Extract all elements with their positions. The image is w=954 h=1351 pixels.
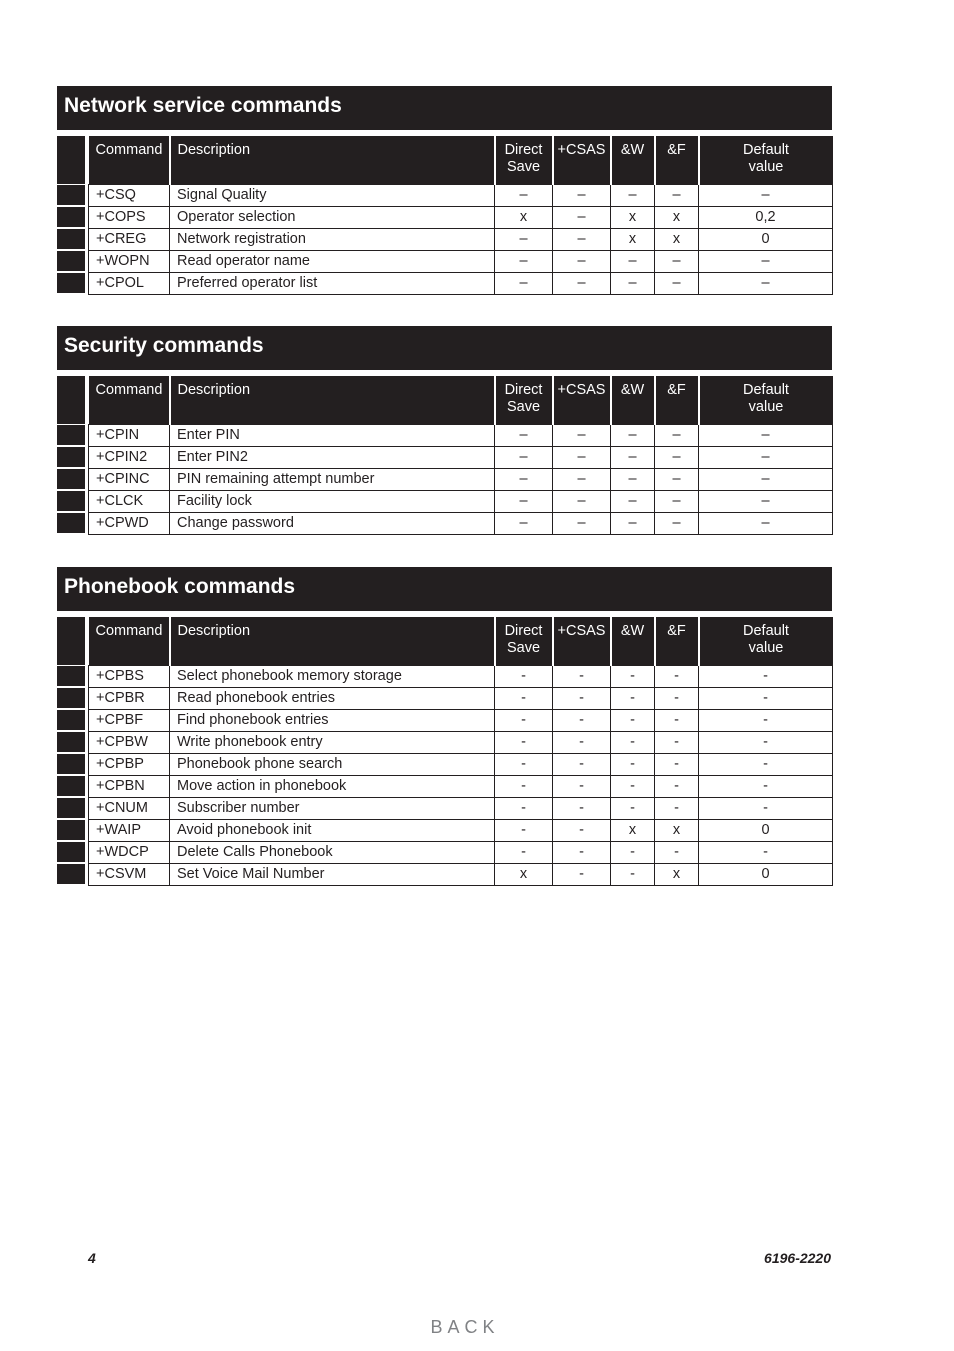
default-value-cell: - <box>699 797 833 819</box>
aw-cell: - <box>611 731 655 753</box>
direct-save-cell: – <box>495 250 553 272</box>
csas-cell: – <box>553 468 611 490</box>
command-section <box>57 326 832 535</box>
command-table <box>88 136 833 295</box>
aw-cell: - <box>611 709 655 731</box>
csas-cell: - <box>553 709 611 731</box>
aw-cell: x <box>611 819 655 841</box>
table-row <box>89 841 833 863</box>
description-cell: Preferred operator list <box>170 272 495 294</box>
aw-cell: - <box>611 753 655 775</box>
default-value-cell: - <box>699 753 833 775</box>
default-value-cell: 0 <box>699 863 833 885</box>
direct-save-cell: - <box>495 687 553 709</box>
command-cell: +COPS <box>89 206 170 228</box>
default-value-cell: - <box>699 731 833 753</box>
header-label: Command <box>95 623 163 639</box>
header-label: &F <box>667 623 686 639</box>
description-cell: Signal Quality <box>170 184 495 206</box>
header-label: Default <box>743 382 789 398</box>
col-header-af <box>655 136 699 184</box>
command-cell: +CREG <box>89 228 170 250</box>
direct-save-cell: - <box>495 819 553 841</box>
col-header-default-value <box>699 617 833 665</box>
col-header-command <box>89 376 170 424</box>
row-marker <box>57 491 85 511</box>
aw-cell: – <box>611 272 655 294</box>
af-cell: x <box>655 819 699 841</box>
direct-save-cell: – <box>495 272 553 294</box>
aw-cell: – <box>611 512 655 534</box>
aw-cell: - <box>611 863 655 885</box>
row-marker <box>57 754 85 774</box>
section-title: Phonebook commands <box>57 567 832 611</box>
csas-cell: - <box>553 863 611 885</box>
description-cell: Avoid phonebook init <box>170 819 495 841</box>
col-header-aw <box>611 136 655 184</box>
aw-cell: - <box>611 841 655 863</box>
description-cell: Select phonebook memory storage <box>170 665 495 687</box>
csas-cell: - <box>553 775 611 797</box>
description-cell: Delete Calls Phonebook <box>170 841 495 863</box>
row-marker <box>57 273 85 293</box>
col-header-af <box>655 617 699 665</box>
document-number: 6196-2220 <box>764 1250 831 1266</box>
header-label: Description <box>177 382 251 398</box>
default-value-cell: – <box>699 490 833 512</box>
description-cell: Read operator name <box>170 250 495 272</box>
direct-save-cell: - <box>495 753 553 775</box>
aw-cell: – <box>611 424 655 446</box>
default-value-cell: – <box>699 184 833 206</box>
table-row <box>89 731 833 753</box>
command-cell: +CPINC <box>89 468 170 490</box>
direct-save-cell: – <box>495 490 553 512</box>
col-header-command <box>89 617 170 665</box>
default-value-cell: - <box>699 841 833 863</box>
default-value-cell: – <box>699 424 833 446</box>
af-cell: – <box>655 424 699 446</box>
aw-cell: – <box>611 250 655 272</box>
direct-save-cell: – <box>495 424 553 446</box>
table-row <box>89 424 833 446</box>
col-header-direct-save <box>495 617 553 665</box>
af-cell: x <box>655 863 699 885</box>
csas-cell: - <box>553 797 611 819</box>
csas-cell: – <box>553 512 611 534</box>
col-header-aw <box>611 376 655 424</box>
row-marker <box>57 251 85 271</box>
table-row <box>89 250 833 272</box>
col-header-direct-save <box>495 376 553 424</box>
csas-cell: - <box>553 687 611 709</box>
row-marker <box>57 447 85 467</box>
table-row <box>89 665 833 687</box>
table-header-row <box>89 376 833 424</box>
af-cell: – <box>655 490 699 512</box>
description-cell: Write phonebook entry <box>170 731 495 753</box>
header-label: &W <box>620 382 645 398</box>
direct-save-cell: – <box>495 184 553 206</box>
header-label: Default <box>743 142 789 158</box>
csas-cell: - <box>553 731 611 753</box>
aw-cell: – <box>611 184 655 206</box>
default-value-cell: - <box>699 687 833 709</box>
row-marker-column <box>57 376 85 535</box>
row-marker <box>57 513 85 533</box>
col-header-aw <box>611 617 655 665</box>
af-cell: – <box>655 272 699 294</box>
header-label: &F <box>667 142 686 158</box>
page-number: 4 <box>88 1250 96 1266</box>
back-link[interactable]: BACK <box>430 1317 500 1337</box>
row-marker <box>57 425 85 445</box>
col-header-default-value <box>699 136 833 184</box>
header-label: +CSAS <box>557 382 606 398</box>
direct-save-cell: – <box>495 446 553 468</box>
command-cell: +CPBS <box>89 665 170 687</box>
row-marker <box>57 229 85 249</box>
aw-cell: x <box>611 228 655 250</box>
table-row <box>89 272 833 294</box>
header-marker <box>57 136 85 184</box>
aw-cell: - <box>611 797 655 819</box>
row-marker <box>57 710 85 730</box>
header-label: &F <box>667 382 686 398</box>
csas-cell: - <box>553 753 611 775</box>
table-row <box>89 819 833 841</box>
section-title: Network service commands <box>57 86 832 130</box>
table-row <box>89 512 833 534</box>
row-marker <box>57 207 85 227</box>
command-cell: +CPWD <box>89 512 170 534</box>
af-cell: - <box>655 775 699 797</box>
row-marker-column <box>57 617 85 886</box>
csas-cell: - <box>553 665 611 687</box>
af-cell: - <box>655 665 699 687</box>
command-cell: +CSQ <box>89 184 170 206</box>
direct-save-cell: - <box>495 797 553 819</box>
af-cell: x <box>655 206 699 228</box>
col-header-default-value <box>699 376 833 424</box>
row-marker <box>57 732 85 752</box>
header-label: +CSAS <box>557 142 606 158</box>
default-value-cell: – <box>699 250 833 272</box>
header-label: Command <box>95 142 163 158</box>
row-marker <box>57 864 85 884</box>
description-cell: Facility lock <box>170 490 495 512</box>
description-cell: Enter PIN <box>170 424 495 446</box>
af-cell: – <box>655 446 699 468</box>
col-header-csas <box>553 617 611 665</box>
default-value-cell: – <box>699 272 833 294</box>
row-marker <box>57 666 85 686</box>
aw-cell: - <box>611 665 655 687</box>
header-label: Description <box>177 623 251 639</box>
header-label: +CSAS <box>557 623 606 639</box>
table-row <box>89 797 833 819</box>
aw-cell: x <box>611 206 655 228</box>
csas-cell: – <box>553 446 611 468</box>
command-cell: +CPBR <box>89 687 170 709</box>
direct-save-cell: - <box>495 841 553 863</box>
row-marker <box>57 798 85 818</box>
header-label: Command <box>95 382 163 398</box>
af-cell: – <box>655 468 699 490</box>
aw-cell: – <box>611 468 655 490</box>
table-header-row <box>89 617 833 665</box>
command-cell: +CPBW <box>89 731 170 753</box>
af-cell: - <box>655 797 699 819</box>
row-marker <box>57 688 85 708</box>
aw-cell: – <box>611 490 655 512</box>
header-label: Direct <box>504 142 543 158</box>
default-value-cell: – <box>699 446 833 468</box>
command-cell: +CPIN2 <box>89 446 170 468</box>
direct-save-cell: – <box>495 512 553 534</box>
af-cell: x <box>655 228 699 250</box>
default-value-cell: - <box>699 709 833 731</box>
command-table <box>88 617 833 886</box>
table-row <box>89 184 833 206</box>
csas-cell: – <box>553 272 611 294</box>
direct-save-cell: - <box>495 775 553 797</box>
description-cell: Move action in phonebook <box>170 775 495 797</box>
header-label: value <box>748 399 784 415</box>
csas-cell: – <box>553 250 611 272</box>
direct-save-cell: x <box>495 206 553 228</box>
header-marker <box>57 617 85 665</box>
af-cell: - <box>655 841 699 863</box>
csas-cell: – <box>553 490 611 512</box>
col-header-csas <box>553 376 611 424</box>
af-cell: – <box>655 512 699 534</box>
description-cell: Subscriber number <box>170 797 495 819</box>
col-header-description <box>170 136 495 184</box>
description-cell: Phonebook phone search <box>170 753 495 775</box>
default-value-cell: - <box>699 665 833 687</box>
table-row <box>89 687 833 709</box>
table-row <box>89 446 833 468</box>
command-cell: +WAIP <box>89 819 170 841</box>
header-label: value <box>748 640 784 656</box>
aw-cell: – <box>611 446 655 468</box>
default-value-cell: 0,2 <box>699 206 833 228</box>
header-label: Default <box>743 623 789 639</box>
col-header-af <box>655 376 699 424</box>
command-cell: +CPOL <box>89 272 170 294</box>
header-marker <box>57 376 85 424</box>
direct-save-cell: – <box>495 228 553 250</box>
default-value-cell: - <box>699 775 833 797</box>
af-cell: – <box>655 250 699 272</box>
description-cell: Operator selection <box>170 206 495 228</box>
command-cell: +CPBN <box>89 775 170 797</box>
header-label: Direct <box>504 382 543 398</box>
header-label: Save <box>506 640 541 656</box>
command-table <box>88 376 833 535</box>
table-row <box>89 863 833 885</box>
direct-save-cell: - <box>495 665 553 687</box>
header-label: &W <box>620 142 645 158</box>
col-header-command <box>89 136 170 184</box>
command-cell: +CPBP <box>89 753 170 775</box>
col-header-description <box>170 617 495 665</box>
csas-cell: - <box>553 819 611 841</box>
table-row <box>89 775 833 797</box>
csas-cell: – <box>553 424 611 446</box>
row-marker <box>57 842 85 862</box>
command-cell: +CPIN <box>89 424 170 446</box>
table-row <box>89 206 833 228</box>
csas-cell: – <box>553 228 611 250</box>
command-section <box>57 567 832 886</box>
row-marker <box>57 469 85 489</box>
command-cell: +WOPN <box>89 250 170 272</box>
description-cell: Network registration <box>170 228 495 250</box>
row-marker <box>57 776 85 796</box>
row-marker-column <box>57 136 85 295</box>
description-cell: Set Voice Mail Number <box>170 863 495 885</box>
csas-cell: – <box>553 184 611 206</box>
command-cell: +WDCP <box>89 841 170 863</box>
direct-save-cell: - <box>495 731 553 753</box>
command-cell: +CLCK <box>89 490 170 512</box>
table-header-row <box>89 136 833 184</box>
description-cell: Change password <box>170 512 495 534</box>
row-marker <box>57 185 85 205</box>
description-cell: Enter PIN2 <box>170 446 495 468</box>
af-cell: - <box>655 731 699 753</box>
command-cell: +CNUM <box>89 797 170 819</box>
default-value-cell: 0 <box>699 819 833 841</box>
csas-cell: - <box>553 841 611 863</box>
af-cell: – <box>655 184 699 206</box>
csas-cell: – <box>553 206 611 228</box>
direct-save-cell: – <box>495 468 553 490</box>
table-row <box>89 468 833 490</box>
af-cell: - <box>655 709 699 731</box>
command-cell: +CPBF <box>89 709 170 731</box>
direct-save-cell: - <box>495 709 553 731</box>
aw-cell: - <box>611 687 655 709</box>
table-row <box>89 490 833 512</box>
af-cell: - <box>655 687 699 709</box>
command-cell: +CSVM <box>89 863 170 885</box>
header-label: Save <box>506 159 541 175</box>
header-label: &W <box>620 623 645 639</box>
col-header-csas <box>553 136 611 184</box>
header-label: value <box>748 159 784 175</box>
table-row <box>89 709 833 731</box>
default-value-cell: – <box>699 468 833 490</box>
row-marker <box>57 820 85 840</box>
header-label: Save <box>506 399 541 415</box>
description-cell: Read phonebook entries <box>170 687 495 709</box>
col-header-direct-save <box>495 136 553 184</box>
table-row <box>89 753 833 775</box>
default-value-cell: 0 <box>699 228 833 250</box>
col-header-description <box>170 376 495 424</box>
aw-cell: - <box>611 775 655 797</box>
header-label: Description <box>177 142 251 158</box>
default-value-cell: – <box>699 512 833 534</box>
direct-save-cell: x <box>495 863 553 885</box>
af-cell: - <box>655 753 699 775</box>
description-cell: PIN remaining attempt number <box>170 468 495 490</box>
header-label: Direct <box>504 623 543 639</box>
command-section <box>57 86 832 295</box>
section-title: Security commands <box>57 326 832 370</box>
table-row <box>89 228 833 250</box>
description-cell: Find phonebook entries <box>170 709 495 731</box>
